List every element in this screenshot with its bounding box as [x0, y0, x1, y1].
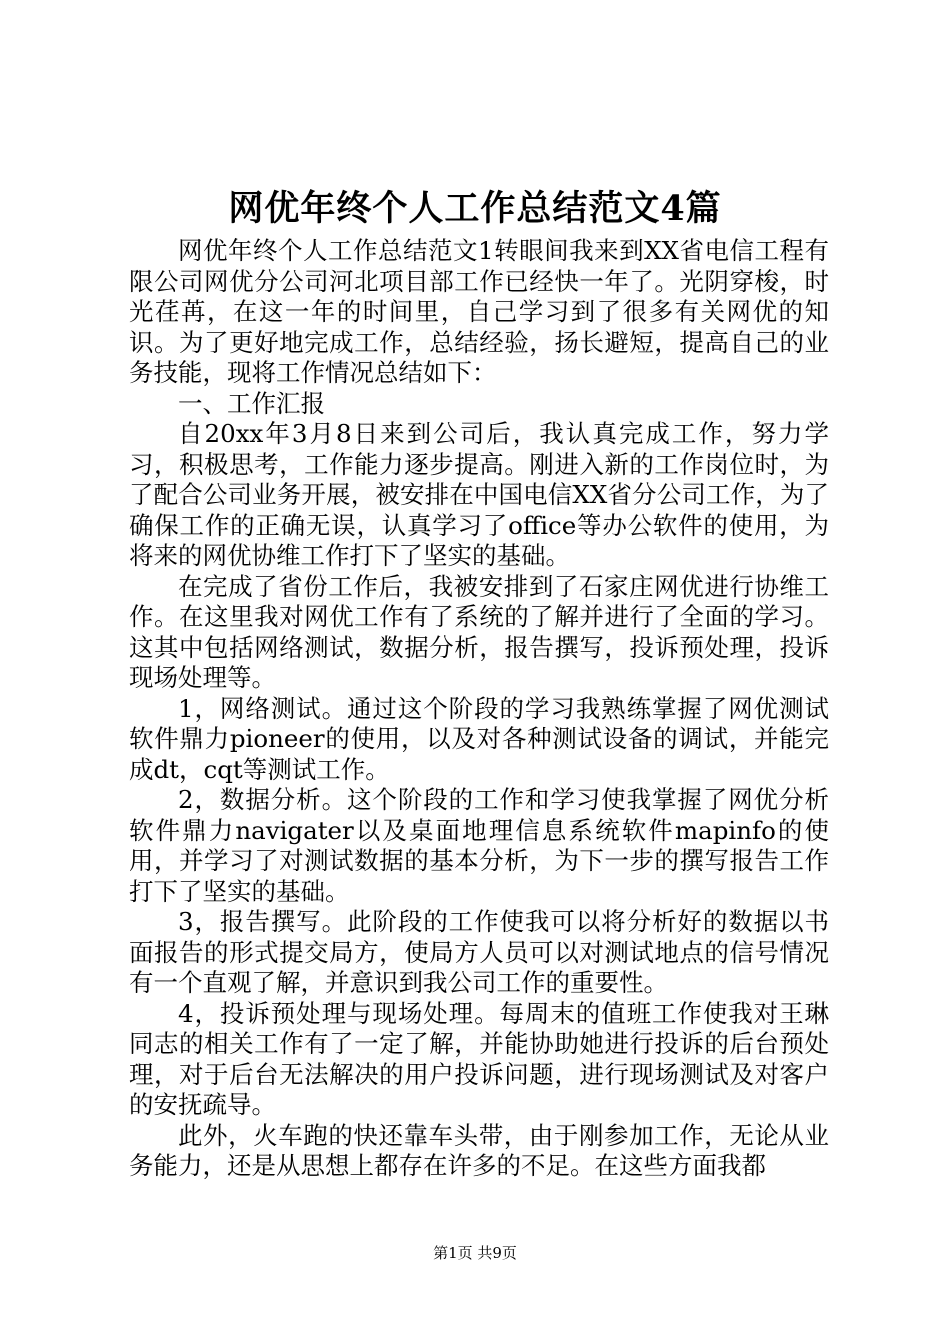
list-item: 4，投诉预处理与现场处理。每周末的值班工作使我对王琳同志的相关工作有了一定了解，并能协助她进行投诉的后台预处理，对于后台无法解决的用户投诉问题，进行现场测试及对客户的安抚疏导。 [129, 998, 829, 1119]
list-item: 2，数据分析。这个阶段的工作和学习使我掌握了网优分析软件鼎力navigater以及桌面地理信息系统软件mapinfo的使用，并学习了对测试数据的基本分析，为下一步的撰写报告工作打下了坚实的基础。 [129, 785, 829, 906]
list-item: 1，网络测试。通过这个阶段的学习我熟练掌握了网优测试软件鼎力pioneer的使用，以及对各种测试设备的调试，并能完成dt，cqt等测试工作。 [129, 693, 829, 784]
paragraph: 在完成了省份工作后，我被安排到了石家庄网优进行协维工作。在这里我对网优工作有了系统的了解并进行了全面的学习。这其中包括网络测试，数据分析，报告撰写，投诉预处理，投诉现场处理等。 [129, 571, 829, 692]
list-item: 3，报告撰写。此阶段的工作使我可以将分析好的数据以书面报告的形式提交局方，使局方人员可以对测试地点的信号情况有一个直观了解，并意识到我公司工作的重要性。 [129, 907, 829, 997]
document-body [129, 236, 829, 1182]
page-number-footer: 第1页 共9页 [433, 1244, 517, 1262]
paragraph: 网优年终个人工作总结范文1转眼间我来到XX省电信工程有限公司网优分公司河北项目部工作已经快一年了。光阴穿梭，时光荏苒，在这一年的时间里，自己学习到了很多有关网优的知识。为了更好地完成工作，总结经验，扬长避短，提高自己的业务技能，现将工作情况总结如下： [129, 236, 829, 387]
paragraph: 自20xx年3月8日来到公司后，我认真完成工作，努力学习，积极思考，工作能力逐步提高。刚进入新的工作岗位时，为了配合公司业务开展，被安排在中国电信XX省分公司工作，为了确保工作的正确无误，认真学习了office等办公软件的使用，为将来的网优协维工作打下了坚实的基础。 [129, 419, 829, 570]
paragraph: 此外，火车跑的快还靠车头带，由于刚参加工作，无论从业务能力，还是从思想上都存在许多的不足。在这些方面我都 [129, 1120, 829, 1180]
section-heading: 一、工作汇报 [178, 388, 325, 418]
document-title: 网优年终个人工作总结范文4篇 [228, 188, 722, 229]
